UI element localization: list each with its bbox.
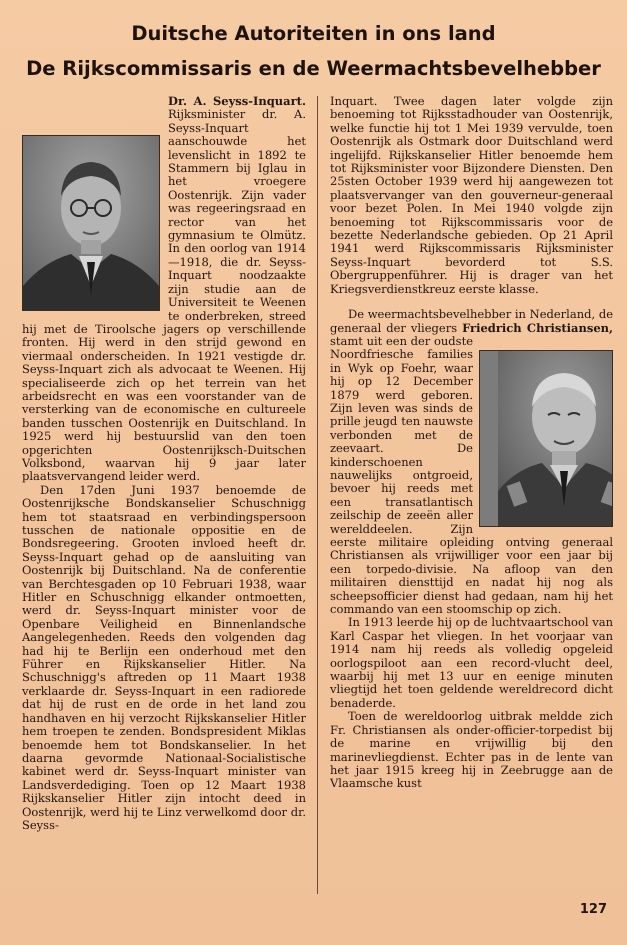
paragraph: In 1913 leerde hij op de luchtvaartschool van Karl Caspar het vliegen. In het voorjaar van 1914 nam hij reeds als volledig opgeleid oorlogspiloot aan een record-vlucht deel, waarbij hij met 13 uur en eenige minuten vliegtijd het toen geldende wereldrecord dicht benaderde. bbox=[330, 615, 613, 710]
left-column bbox=[22, 95, 306, 832]
paragraph: Inquart. Twee dagen later volgde zijn benoeming tot Rijksstadhouder van Oostenrijk, welke functie hij tot 1 Mei 1939 vervulde, toen Oostenrijk als Ostmark door Duitschland werd ingelijfd. Rijkskanselier Hitler benoemde hem tot Rijksminister voor Bijzondere Diensten. Den 25sten October 1939 werd hij aangewezen tot plaatsvervanger van den gouverneur-generaal voor bezet Polen. In Mei 1940 volgde zijn benoeming tot Rijkscommissaris voor de bezette Nederlandsche gebieden. Op 21 April 1941 werd Rijkscommissaris Rijksminister Seyss-Inquart bevorderd tot S.S. Obergruppenführer. Hij is drager van het Kriegsverdienstkreuz eerste klasse. bbox=[330, 94, 613, 296]
portrait-seyss-inquart-image bbox=[23, 136, 159, 310]
column-divider bbox=[317, 96, 318, 894]
paragraph bbox=[330, 308, 613, 616]
paragraph: Toen de wereldoorlog uitbrak meldde zich Fr. Christiansen als onder-officier-torpedist bij de marine en vrijwillig bij den marinevliegdienst. Echter pas in de lente van het jaar 1915 kreeg hij in Zeebrugge aan de Vlaamsche kust bbox=[330, 709, 613, 791]
page-title: Duitsche Autoriteiten in ons land bbox=[131, 22, 496, 45]
portrait-seyss-inquart bbox=[22, 135, 160, 311]
page-number: 127 bbox=[579, 902, 607, 917]
page-subtitle: De Rijkscommissaris en de Weermachtsbevelhebber bbox=[26, 57, 601, 80]
portrait-christiansen bbox=[479, 350, 613, 527]
person-name: Dr. A. Seyss-Inquart. bbox=[168, 94, 306, 108]
portrait-christiansen-image bbox=[498, 351, 613, 526]
paragraph: Den 17den Juni 1937 benoemde de Oostenrijksche Bondskanselier Schuschnigg hem tot staatsraad en verbindingspersoon tusschen de nationale oppositie en de Bondsregeering. Grooten invloed heeft dr. Seyss-Inquart gehad op de aansluiting van Oostenrijk bij Duitschland. Na de conferentie van Berchtesgaden op 10 Februari 1938, waar Hitler en Schuschnigg elkander ontmoetten, werd dr. Seyss-Inquart minister voor de Openbare Veiligheid en Binnenlandsche Aangelegenheden. Reeds den volgenden dag had hij te Berlijn een onderhoud met den Führer en Rijkskanselier Hitler. Na Schuschnigg's aftreden op 11 Maart 1938 verklaarde dr. Seyss-Inquart in een radiorede dat hij de rust en de orde in het land zou handhaven en hij verzocht Rijkskanselier Hitler hem troepen te zenden. Bondspresident Miklas benoemde hem tot Bondskanselier. In het daarna gevormde Nationaal-Socialistische kabinet werd dr. Seyss-Inquart minister van Landsverdediging. Toen op 12 Maart 1938 Rijkskanselier Hitler zijn intocht deed in Oostenrijk, werd hij te Linz verwelkomd door dr. Seyss- bbox=[22, 482, 306, 832]
person-name: Friedrich Christiansen, bbox=[462, 320, 614, 335]
paragraph-text: stamt uit een der oudste Noordfriesche families in Wyk op Foehr, waar hij op 12 December 1879 werd geboren. Zijn leven was sinds de prille jeugd ten nauwste verbonden met de zeevaart. De kinderschoenen nauwelijks ontgroeid, bevoer hij reeds met een transatlantisch zeilschip de zeeën aller werelddeelen. Zijn eerste militaire opleiding ontving generaal Christiansen als vrijwilliger voor een jaar bij een torpedo-divisie. Na afloop van den militairen diensttijd en nadat hij nog als scheepsofficier dienst had gedaan, nam hij het commando van een stoomschip op zich. bbox=[330, 333, 613, 617]
right-column bbox=[330, 95, 613, 791]
paragraph-text: Rijksminister dr. A. Seyss-Inquart aanschouwde het levenslicht in 1892 te Stammern bij Iglau in het vroegere Oostenrijk. Zijn vader was regeeringsraad en rector van het gymnasium te Olmütz. In den oorlog van 1914—1918, die dr. Seyss-Inquart noodzaakte zijn studie aan de Universiteit te Weenen te onderbreken, streed hij met de Tiroolsche jagers op verschillende fronten. Hij werd in den strijd gewond en viermaal onderscheiden. In 1921 vestigde dr. Seyss-Inquart zich als advocaat te Weenen. Hij specialiseerde zich op het terrein van het arbeidsrecht en was een voorstander van de versterking van de economische en cultureele banden tusschen Oostenrijk en Duitschland. In 1925 werd hij bestuurslid van den toen opgerichten Oostenrijksch-Duitschen Volksbond, waarvan hij 9 jaar later plaatsvervangend leider werd. bbox=[22, 107, 306, 484]
paragraph-text: De weermachtsbevelhebber in Nederland, de generaal der vliegers bbox=[330, 307, 613, 335]
